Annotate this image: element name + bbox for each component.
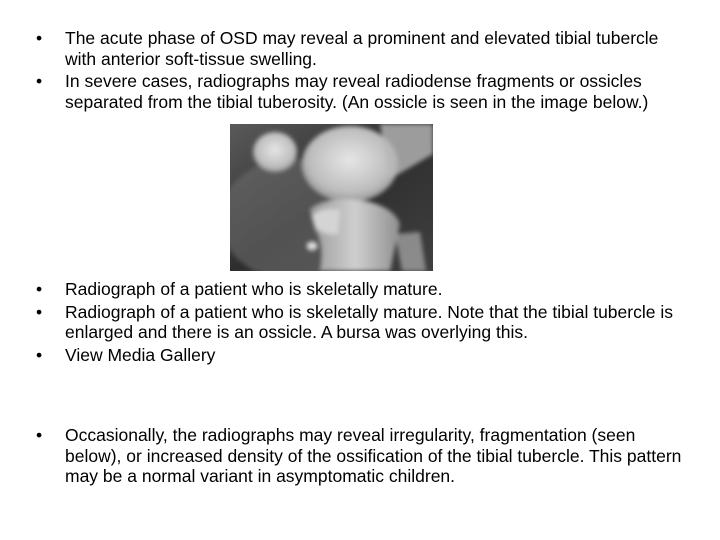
bullet-marker: •	[36, 425, 43, 445]
bullet-item	[0, 279, 720, 300]
bullet-text: The acute phase of OSD may reveal a prominent and elevated tibial tubercle with anterior soft-tissue swelling.	[65, 28, 659, 69]
bullet-text: Radiograph of a patient who is skeletally mature.	[65, 279, 443, 299]
bullet-item	[0, 425, 720, 487]
bullet-marker: •	[36, 344, 43, 365]
bullet-marker: •	[36, 71, 43, 91]
bullet-text: Occasionally, the radiographs may reveal irregularity, fragmentation (seen below), or increased density of the ossification of the tibial tubercle. This pattern may be a normal variant in asymptomatic children.	[65, 425, 682, 486]
bullet-list-closing	[0, 425, 720, 489]
bullet-item	[0, 345, 720, 366]
bullet-list-captions	[0, 279, 720, 367]
bullet-item	[0, 28, 720, 69]
bullet-marker: •	[36, 279, 43, 299]
bullet-list-intro	[0, 28, 720, 114]
view-media-gallery-text: View Media Gallery	[65, 344, 216, 365]
knee-radiograph-image	[230, 124, 433, 271]
bullet-text: In severe cases, radiographs may reveal radiodense fragments or ossicles separated from the tibial tuberosity. (An ossicle is seen in the image below.)	[65, 71, 649, 112]
bullet-item	[0, 71, 720, 112]
bullet-text: Radiograph of a patient who is skeletally mature. Note that the tibial tubercle is enlarged and there is an ossicle. A bursa was overlying this.	[65, 301, 673, 342]
bullet-marker: •	[36, 301, 43, 322]
bullet-marker: •	[36, 28, 43, 48]
bullet-item	[0, 302, 720, 343]
